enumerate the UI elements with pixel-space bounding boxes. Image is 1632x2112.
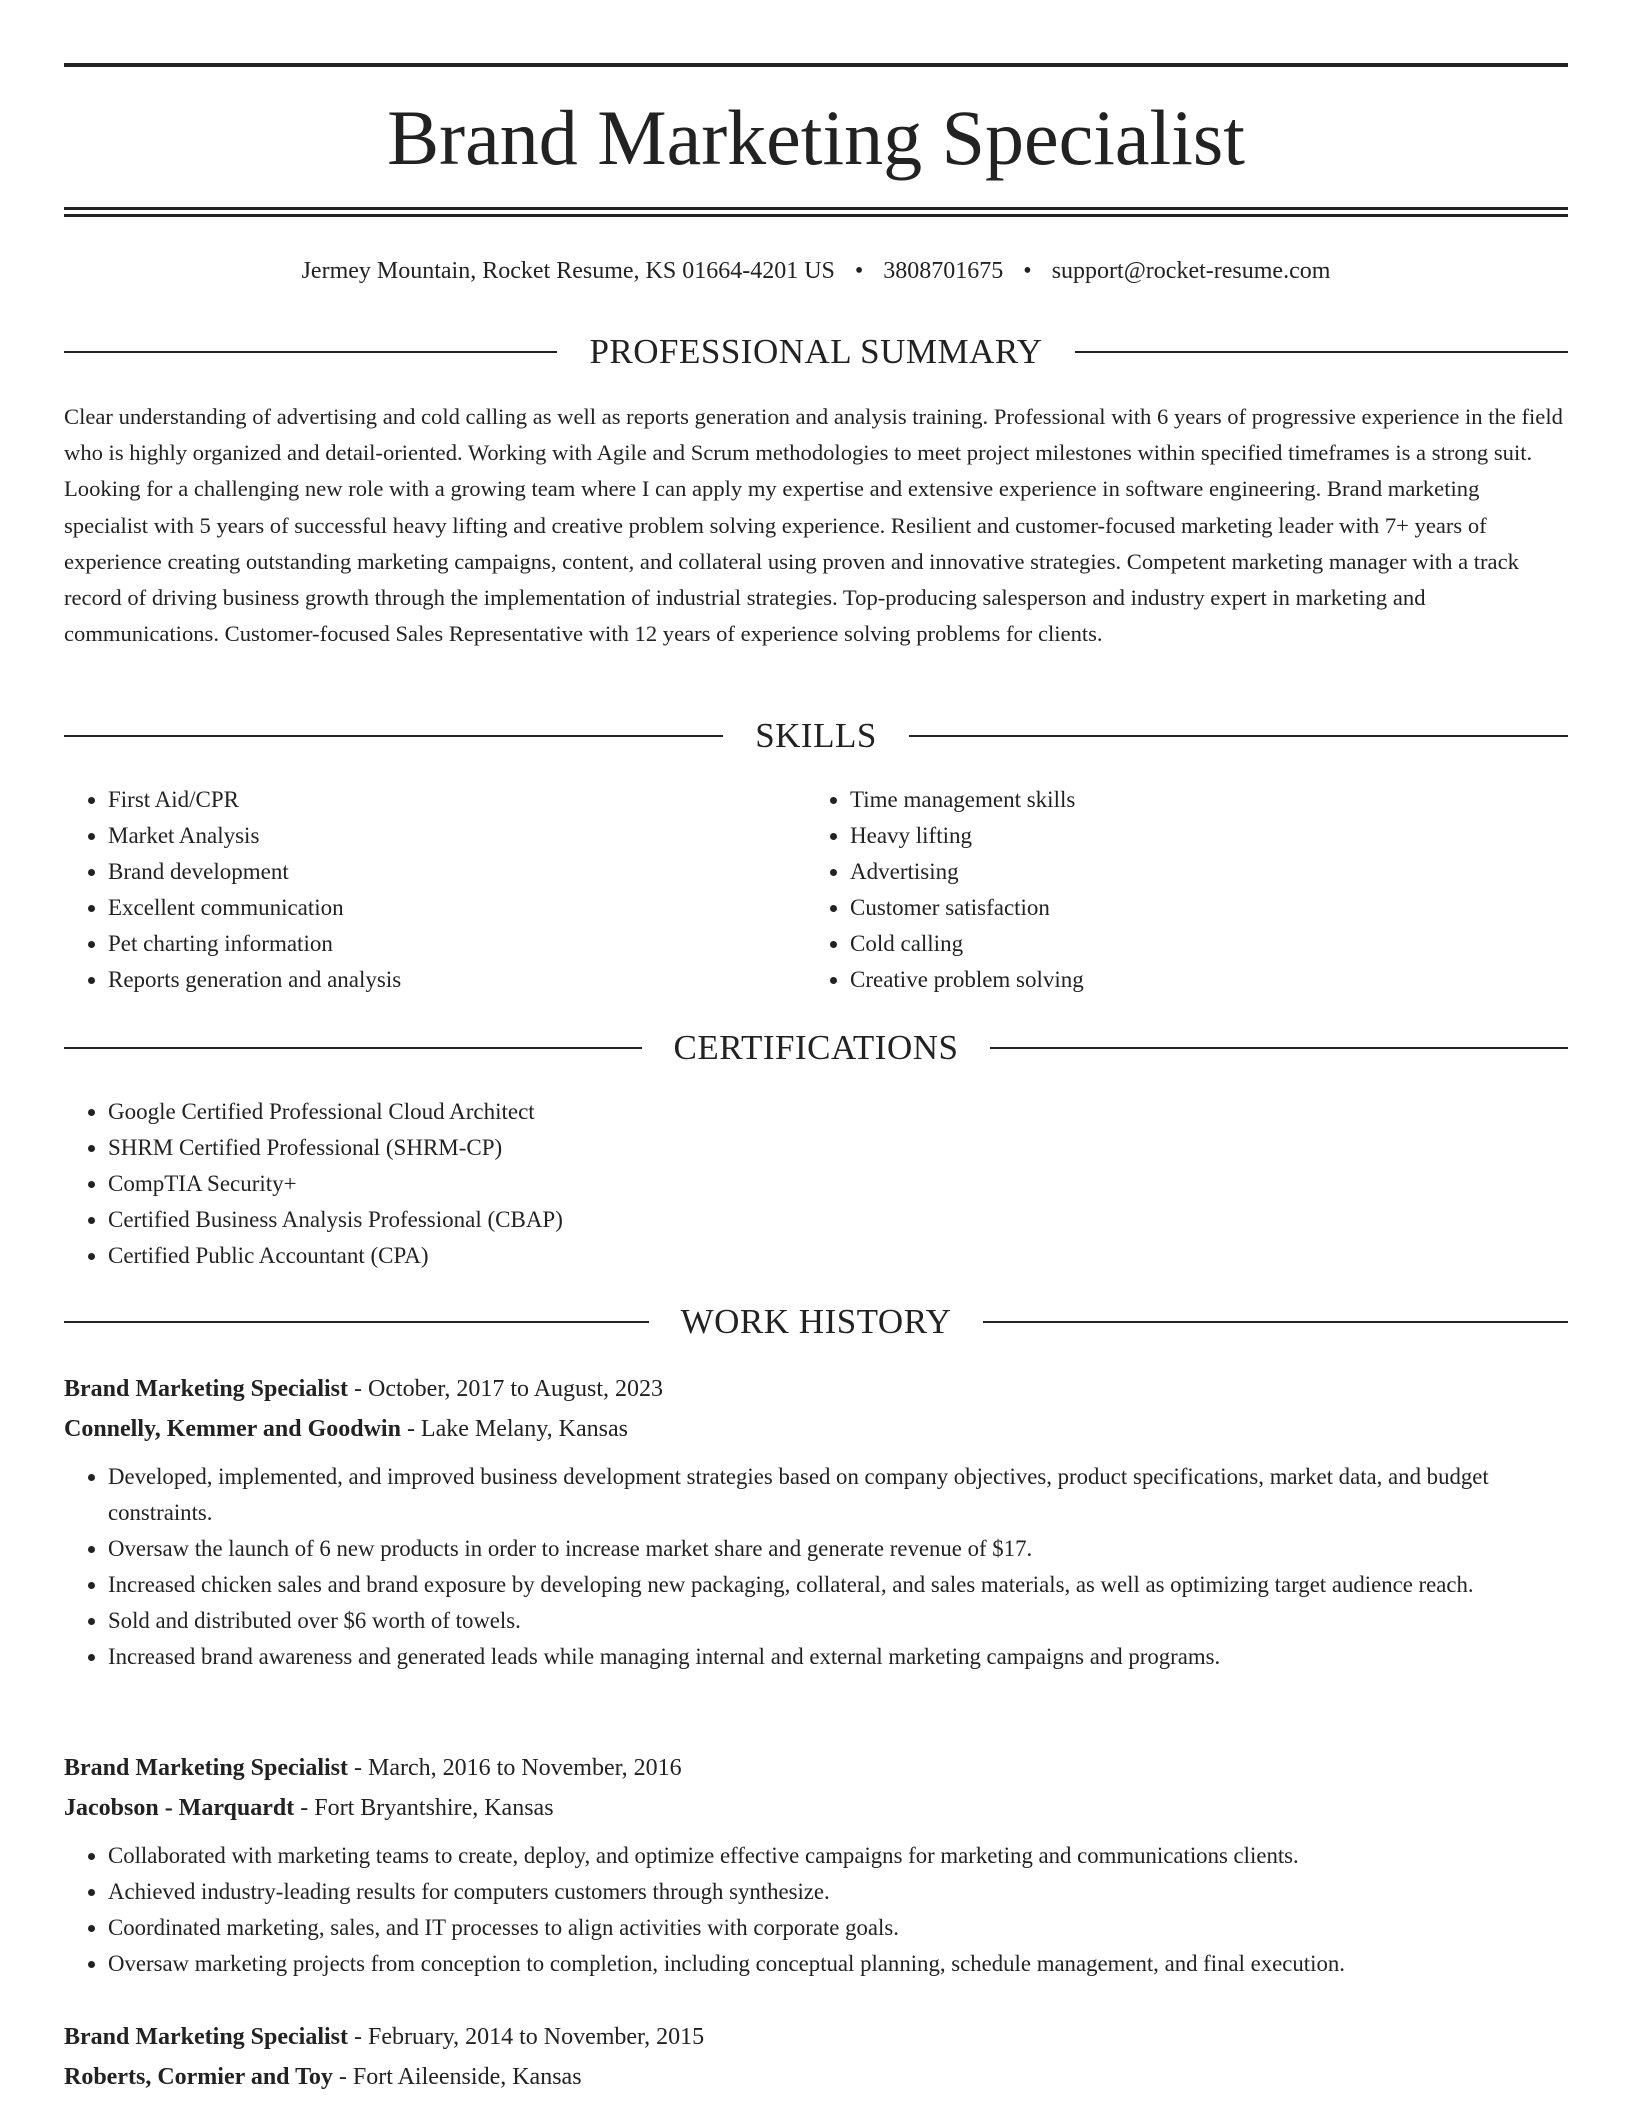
certification-item: • Google Certified Professional Cloud Architect (108, 1094, 563, 1130)
skill-item: • Excellent communication (108, 890, 401, 926)
job-title: Brand Marketing Specialist (64, 2024, 349, 2050)
certification-item: • CompTIA Security+ (108, 1166, 563, 1202)
certifications-list (64, 1094, 563, 1274)
skill-item: • Market Analysis (108, 818, 401, 854)
section-rule (909, 735, 1568, 737)
top-rule (64, 63, 1568, 67)
section-header-work-history (64, 1300, 1568, 1344)
section-rule (983, 1321, 1568, 1323)
skill-item: • Advertising (850, 854, 1084, 890)
section-title-summary: PROFESSIONAL SUMMARY (589, 332, 1043, 371)
job-company: Roberts, Cormier and Toy (64, 2064, 333, 2090)
skills-column-right (806, 782, 1084, 998)
job-title-line (64, 2017, 1568, 2057)
skills-column-left (64, 782, 401, 998)
skills-list-left (64, 782, 401, 998)
certification-item: • SHRM Certified Professional (SHRM-CP) (108, 1130, 563, 1166)
skills-list-right (806, 782, 1084, 998)
job-company: Connelly, Kemmer and Goodwin (64, 1416, 401, 1442)
job-dates: - October, 2017 to August, 2023 (348, 1376, 664, 1402)
contact-line (64, 253, 1568, 289)
job-company: Jacobson - Marquardt (64, 1795, 295, 1821)
contact-email[interactable]: support@rocket-resume.com (1051, 258, 1331, 284)
job-entry (64, 2017, 1568, 2097)
job-title-line (64, 1748, 1568, 1788)
job-company-line (64, 2057, 1568, 2097)
contact-address: Jermey Mountain, Rocket Resume, KS 01664-4201 US (301, 258, 835, 284)
job-dates: - March, 2016 to November, 2016 (348, 1755, 682, 1781)
certification-item: • Certified Business Analysis Professional (CBAP) (108, 1202, 563, 1238)
section-rule (64, 1047, 642, 1049)
summary-paragraph: Clear understanding of advertising and cold calling as well as reports generation and analysis training. Professional with 6 years of progressive experience in the field who is highly organized and detail-oriented. Working with Agile and Scrum methodologies to meet project milestones within specified timeframes is a strong suit. Looking for a challenging new role with a growing team where I can apply my expertise and extensive experience in software engineering. Brand marketing specialist with 5 years of successful heavy lifting and creative problem solving experience. Resilient and customer-focused marketing leader with 7+ years of experience creating outstanding marketing campaigns, content, and collateral using proven and innovative strategies. Competent marketing manager with a track record of driving business growth through the implementation of industrial strategies. Top-producing salesperson and industry expert in marketing and communications. Customer-focused Sales Representative with 12 years of experience solving problems for clients. (64, 404, 1563, 647)
job-location: - Fort Bryantshire, Kansas (294, 1795, 554, 1821)
resume-title: Brand Marketing Specialist (387, 94, 1245, 181)
certifications-block (64, 1094, 563, 1274)
section-rule (990, 1047, 1568, 1049)
job-bullet: • Increased brand awareness and generated leads while managing internal and external marketing campaigns and programs. (108, 1639, 1568, 1675)
job-bullet: • Oversaw the launch of 6 new products in order to increase market share and generate revenue of $17. (108, 1531, 1568, 1567)
section-title-skills: SKILLS (755, 716, 877, 755)
job-title: Brand Marketing Specialist (64, 1755, 349, 1781)
section-header-certifications (64, 1026, 1568, 1070)
section-title-certifications: CERTIFICATIONS (673, 1028, 959, 1067)
skill-item: • Pet charting information (108, 926, 401, 962)
skill-item: • Cold calling (850, 926, 1084, 962)
section-title-work-history: WORK HISTORY (680, 1302, 952, 1341)
section-rule (64, 735, 723, 737)
contact-separator: • (854, 258, 864, 284)
skill-item: • Time management skills (850, 782, 1084, 818)
title-double-rule (64, 207, 1568, 217)
job-bullets (64, 1459, 1568, 1675)
job-entry (64, 1748, 1568, 1982)
job-company-line (64, 1788, 1568, 1828)
job-dates: - February, 2014 to November, 2015 (348, 2024, 705, 2050)
job-bullet: • Developed, implemented, and improved business development strategies based on company objectives, product specifications, market data, and budget constraints. (108, 1459, 1568, 1531)
section-rule (1075, 351, 1568, 353)
job-bullet: • Collaborated with marketing teams to create, deploy, and optimize effective campaigns for marketing and communications clients. (108, 1838, 1568, 1874)
skill-item: • Reports generation and analysis (108, 962, 401, 998)
section-header-summary (64, 330, 1568, 374)
section-rule (64, 1321, 649, 1323)
job-entry (64, 1369, 1568, 1675)
section-header-skills (64, 714, 1568, 758)
skill-item: • Heavy lifting (850, 818, 1084, 854)
certification-item: • Certified Public Accountant (CPA) (108, 1238, 563, 1274)
job-bullet: • Oversaw marketing projects from conception to completion, including conceptual planning, schedule management, and final execution. (108, 1946, 1568, 1982)
job-bullet: • Coordinated marketing, sales, and IT processes to align activities with corporate goals. (108, 1910, 1568, 1946)
skill-item: • Creative problem solving (850, 962, 1084, 998)
skill-item: • Brand development (108, 854, 401, 890)
job-bullet: • Achieved industry-leading results for computers customers through synthesize. (108, 1874, 1568, 1910)
job-company-line (64, 1409, 1568, 1449)
section-rule (64, 351, 557, 353)
job-location: - Lake Melany, Kansas (400, 1416, 628, 1442)
skill-item: • Customer satisfaction (850, 890, 1084, 926)
job-bullets (64, 1838, 1568, 1982)
contact-phone[interactable]: 3808701675 (883, 258, 1004, 284)
job-title: Brand Marketing Specialist (64, 1376, 349, 1402)
job-bullet: • Increased chicken sales and brand exposure by developing new packaging, collateral, and sales materials, as well as optimizing target audience reach. (108, 1567, 1568, 1603)
skill-item: • First Aid/CPR (108, 782, 401, 818)
job-bullet: • Sold and distributed over $6 worth of towels. (108, 1603, 1568, 1639)
job-location: - Fort Aileenside, Kansas (332, 2064, 582, 2090)
job-title-line (64, 1369, 1568, 1409)
contact-separator: • (1023, 258, 1032, 284)
